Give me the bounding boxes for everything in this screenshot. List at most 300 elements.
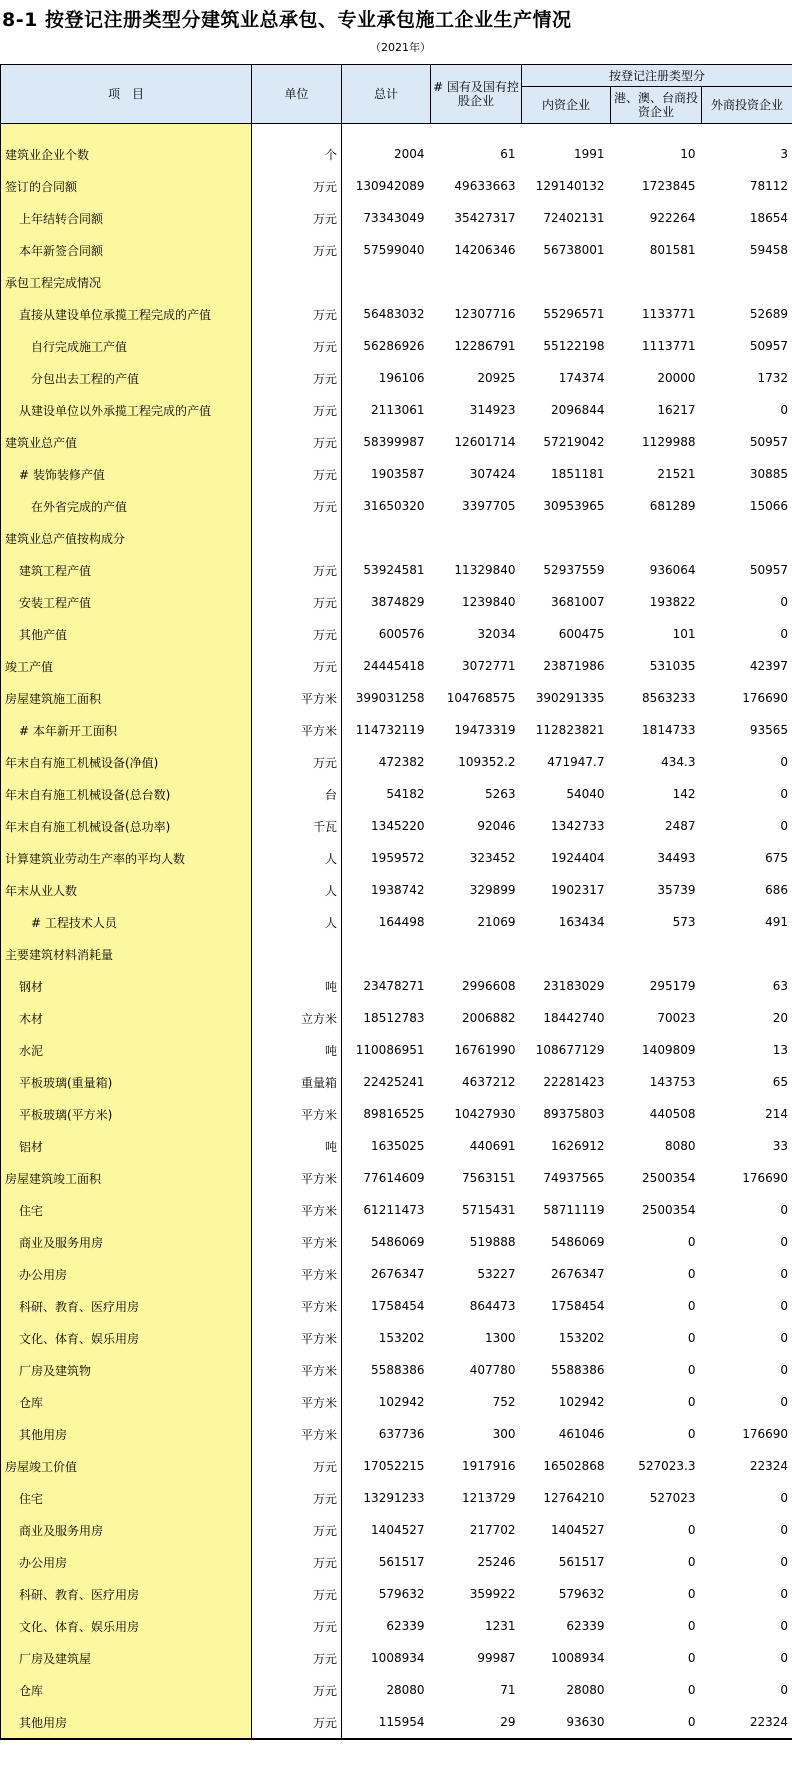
row-total-cell: 53924581 (363, 563, 425, 577)
row-unit-cell: 个 (252, 138, 342, 170)
row-item-cell: 平板玻璃(平方米) (1, 1098, 252, 1130)
row-unit-cell: 万元 (252, 362, 342, 394)
row-state-cell: 61 (500, 147, 516, 161)
row-unit-cell: 平方米 (252, 1226, 342, 1258)
table-row (1, 1354, 792, 1386)
row-total-cell: 153202 (378, 1331, 425, 1345)
row-item-cell: 铝材 (1, 1130, 252, 1162)
table-row (1, 1546, 792, 1578)
header-item: 项 目 (1, 65, 252, 124)
row-domestic-cell: 390291335 (535, 691, 605, 705)
row-hkmt-cell: 801581 (649, 243, 696, 257)
row-item-cell: 年末自有施工机械设备(总功率) (1, 810, 252, 842)
row-total-cell: 5588386 (371, 1363, 425, 1377)
row-domestic-cell: 1626912 (551, 1139, 605, 1153)
row-item-cell: 办公用房 (1, 1258, 252, 1290)
row-hkmt-cell: 10 (680, 147, 696, 161)
row-state-cell: 19473319 (454, 723, 516, 737)
row-foreign-cell: 63 (702, 970, 792, 1002)
row-foreign-cell: 0 (702, 1258, 792, 1290)
row-hkmt-cell: 35739 (657, 883, 696, 897)
table-row (1, 1034, 792, 1066)
row-item-cell: 年末自有施工机械设备(净值) (1, 746, 252, 778)
row-total-cell: 54182 (386, 787, 425, 801)
row-total-cell: 58399987 (363, 435, 425, 449)
row-hkmt-cell: 0 (687, 1363, 696, 1377)
spacer-cell (702, 124, 792, 139)
row-item-cell: 本年新签合同额 (1, 234, 252, 266)
row-total-cell: 22425241 (363, 1075, 425, 1089)
row-item-cell: 分包出去工程的产值 (1, 362, 252, 394)
row-unit-cell: 平方米 (252, 1354, 342, 1386)
row-item-cell: 上年结转合同额 (1, 202, 252, 234)
table-row (1, 426, 792, 458)
row-foreign-cell: 50957 (702, 554, 792, 586)
row-total-cell: 637736 (378, 1427, 425, 1441)
row-state-cell: 3397705 (462, 499, 516, 513)
row-domestic-cell: 54040 (566, 787, 605, 801)
row-domestic-cell: 18442740 (543, 1011, 605, 1025)
row-item-cell: 办公用房 (1, 1546, 252, 1578)
row-state-cell: 32034 (477, 627, 516, 641)
row-total-cell: 28080 (386, 1683, 425, 1697)
row-unit-cell: 万元 (252, 1514, 342, 1546)
row-unit-cell: 人 (252, 906, 342, 938)
table-row (1, 1098, 792, 1130)
row-total-cell: 1404527 (371, 1523, 425, 1537)
row-item-cell: 安装工程产值 (1, 586, 252, 618)
table-row (1, 1418, 792, 1450)
row-total-cell: 17052215 (363, 1459, 425, 1473)
row-foreign-cell: 93565 (702, 714, 792, 746)
row-item-cell: 自行完成施工产值 (1, 330, 252, 362)
table-row (1, 1322, 792, 1354)
row-unit-cell: 平方米 (252, 1418, 342, 1450)
row-total-cell: 579632 (378, 1587, 425, 1601)
row-domestic-cell: 108677129 (535, 1043, 605, 1057)
row-domestic-cell: 57219042 (543, 435, 605, 449)
spacer-cell (342, 124, 431, 139)
row-domestic-cell: 153202 (558, 1331, 605, 1345)
row-total-cell: 102942 (378, 1395, 425, 1409)
row-hkmt-cell: 0 (687, 1235, 696, 1249)
row-foreign-cell (702, 522, 792, 554)
row-domestic-cell: 1924404 (551, 851, 605, 865)
table-row (1, 778, 792, 810)
row-foreign-cell: 0 (702, 1290, 792, 1322)
row-state-cell: 71 (500, 1683, 516, 1697)
row-total-cell: 5486069 (371, 1235, 425, 1249)
row-item-cell: 建筑业总产值 (1, 426, 252, 458)
row-hkmt-cell: 1814733 (642, 723, 696, 737)
row-state-cell (431, 522, 522, 554)
row-state-cell: 12286791 (454, 339, 516, 353)
row-domestic-cell: 3681007 (551, 595, 605, 609)
row-hkmt-cell: 0 (687, 1651, 696, 1665)
row-state-cell: 864473 (469, 1299, 516, 1313)
row-domestic-cell: 112823821 (535, 723, 605, 737)
row-domestic-cell: 579632 (558, 1587, 605, 1601)
row-foreign-cell: 30885 (702, 458, 792, 490)
row-item-cell: 其他产值 (1, 618, 252, 650)
row-hkmt-cell: 1113771 (642, 339, 696, 353)
row-foreign-cell: 491 (702, 906, 792, 938)
table-row (1, 170, 792, 202)
row-foreign-cell: 0 (702, 746, 792, 778)
row-state-cell: 329899 (469, 883, 516, 897)
spacer-item-cell (1, 124, 252, 139)
row-unit-cell: 平方米 (252, 1194, 342, 1226)
table-row (1, 1002, 792, 1034)
row-unit-cell: 万元 (252, 170, 342, 202)
row-unit-cell: 万元 (252, 746, 342, 778)
row-hkmt-cell: 0 (687, 1683, 696, 1697)
row-total-cell: 89816525 (363, 1107, 425, 1121)
row-total-cell: 2676347 (371, 1267, 425, 1281)
row-unit-cell: 万元 (252, 490, 342, 522)
row-hkmt-cell: 8563233 (642, 691, 696, 705)
row-unit-cell: 万元 (252, 1450, 342, 1482)
table-row (1, 938, 792, 970)
row-domestic-cell: 2096844 (551, 403, 605, 417)
row-foreign-cell: 3 (702, 138, 792, 170)
row-state-cell: 519888 (469, 1235, 516, 1249)
table-row (1, 554, 792, 586)
row-unit-cell (252, 938, 342, 970)
row-domestic-cell (522, 522, 611, 554)
spacer-unit-cell (252, 124, 342, 139)
row-foreign-cell: 0 (702, 618, 792, 650)
table-row (1, 1130, 792, 1162)
row-foreign-cell: 686 (702, 874, 792, 906)
table-row (1, 1290, 792, 1322)
row-state-cell: 104768575 (446, 691, 516, 705)
row-item-cell: 年末从业人数 (1, 874, 252, 906)
row-domestic-cell: 1404527 (551, 1523, 605, 1537)
row-hkmt-cell: 573 (672, 915, 696, 929)
row-item-cell: 文化、体育、娱乐用房 (1, 1610, 252, 1642)
data-table (0, 64, 792, 1740)
row-domestic-cell: 28080 (566, 1683, 605, 1697)
row-total-cell: 61211473 (363, 1203, 425, 1217)
row-foreign-cell: 0 (702, 1194, 792, 1226)
row-item-cell: 其他用房 (1, 1418, 252, 1450)
row-hkmt-cell: 527023.3 (638, 1459, 696, 1473)
row-unit-cell: 万元 (252, 1482, 342, 1514)
row-item-cell: 钢材 (1, 970, 252, 1002)
row-domestic-cell: 5486069 (551, 1235, 605, 1249)
row-state-cell: 10427930 (454, 1107, 516, 1121)
row-state-cell: 11329840 (454, 563, 516, 577)
row-total-cell: 164498 (378, 915, 425, 929)
row-domestic-cell: 5588386 (551, 1363, 605, 1377)
row-total-cell (342, 938, 431, 970)
row-unit-cell (252, 522, 342, 554)
row-hkmt-cell: 16217 (657, 403, 696, 417)
row-hkmt-cell: 0 (687, 1395, 696, 1409)
row-total-cell: 31650320 (363, 499, 425, 513)
row-unit-cell: 平方米 (252, 1386, 342, 1418)
row-hkmt-cell: 440508 (649, 1107, 696, 1121)
table-row (1, 394, 792, 426)
row-total-cell: 1903587 (371, 467, 425, 481)
row-domestic-cell: 163434 (558, 915, 605, 929)
row-total-cell: 62339 (386, 1619, 425, 1633)
row-total-cell: 110086951 (355, 1043, 425, 1057)
row-hkmt-cell: 434.3 (661, 755, 696, 769)
table-row (1, 586, 792, 618)
table-row (1, 1706, 792, 1739)
row-foreign-cell: 0 (702, 1610, 792, 1642)
row-state-cell: 7563151 (462, 1171, 516, 1185)
row-item-cell: 在外省完成的产值 (1, 490, 252, 522)
row-domestic-cell: 22281423 (543, 1075, 605, 1089)
row-unit-cell: 万元 (252, 650, 342, 682)
table-row (1, 1386, 792, 1418)
row-foreign-cell: 0 (702, 1482, 792, 1514)
row-state-cell: 5263 (484, 787, 516, 801)
row-hkmt-cell: 681289 (649, 499, 696, 513)
row-item-cell: 厂房及建筑屋 (1, 1642, 252, 1674)
row-foreign-cell: 0 (702, 1322, 792, 1354)
row-total-cell: 73343049 (363, 211, 425, 225)
row-domestic-cell (522, 938, 611, 970)
row-domestic-cell: 30953965 (543, 499, 605, 513)
row-item-cell: 科研、教育、医疗用房 (1, 1578, 252, 1610)
header-group: 按登记注册类型分 (522, 65, 792, 87)
row-foreign-cell (702, 266, 792, 298)
row-item-cell: 建筑业总产值按构成分 (1, 522, 252, 554)
table-row (1, 650, 792, 682)
row-foreign-cell: 176690 (702, 1162, 792, 1194)
header-unit: 单位 (252, 65, 342, 124)
row-foreign-cell: 0 (702, 1354, 792, 1386)
spacer-cell (522, 124, 611, 139)
row-total-cell: 24445418 (363, 659, 425, 673)
row-foreign-cell: 176690 (702, 1418, 792, 1450)
row-total-cell: 1008934 (371, 1651, 425, 1665)
row-total-cell: 114732119 (355, 723, 425, 737)
row-state-cell: 4637212 (462, 1075, 516, 1089)
row-foreign-cell: 13 (702, 1034, 792, 1066)
row-unit-cell: 万元 (252, 1642, 342, 1674)
row-foreign-cell: 0 (702, 1226, 792, 1258)
row-unit-cell: 平方米 (252, 714, 342, 746)
row-total-cell: 561517 (378, 1555, 425, 1569)
row-domestic-cell: 129140132 (535, 179, 605, 193)
row-foreign-cell: 52689 (702, 298, 792, 330)
row-item-cell: 竣工产值 (1, 650, 252, 682)
row-total-cell: 56286926 (363, 339, 425, 353)
row-state-cell: 440691 (469, 1139, 516, 1153)
row-state-cell: 5715431 (462, 1203, 516, 1217)
table-row (1, 746, 792, 778)
row-foreign-cell: 0 (702, 394, 792, 426)
table-body (1, 124, 792, 1740)
row-hkmt-cell: 34493 (657, 851, 696, 865)
table-row (1, 490, 792, 522)
row-hkmt-cell: 295179 (649, 979, 696, 993)
row-hkmt-cell: 0 (687, 1427, 696, 1441)
row-total-cell: 1758454 (371, 1299, 425, 1313)
table-row (1, 362, 792, 394)
row-total-cell: 1938742 (371, 883, 425, 897)
row-domestic-cell: 74937565 (543, 1171, 605, 1185)
row-total-cell: 1345220 (371, 819, 425, 833)
row-state-cell: 407780 (469, 1363, 516, 1377)
row-item-cell: 科研、教育、医疗用房 (1, 1290, 252, 1322)
row-foreign-cell: 15066 (702, 490, 792, 522)
row-foreign-cell: 78112 (702, 170, 792, 202)
table-row (1, 266, 792, 298)
row-unit-cell: 万元 (252, 1706, 342, 1739)
row-foreign-cell: 1732 (702, 362, 792, 394)
row-hkmt-cell: 1133771 (642, 307, 696, 321)
table-row (1, 714, 792, 746)
row-unit-cell: 万元 (252, 554, 342, 586)
row-state-cell: 1917916 (462, 1459, 516, 1473)
row-item-cell: 从建设单位以外承揽工程完成的产值 (1, 394, 252, 426)
row-item-cell: 文化、体育、娱乐用房 (1, 1322, 252, 1354)
row-total-cell: 399031258 (355, 691, 425, 705)
row-hkmt-cell (611, 266, 702, 298)
row-item-cell: 主要建筑材料消耗量 (1, 938, 252, 970)
row-state-cell: 752 (492, 1395, 516, 1409)
row-unit-cell (252, 266, 342, 298)
row-domestic-cell: 89375803 (543, 1107, 605, 1121)
row-hkmt-cell: 0 (611, 1706, 702, 1739)
row-unit-cell: 吨 (252, 1034, 342, 1066)
table-row (1, 1514, 792, 1546)
row-foreign-cell: 50957 (702, 426, 792, 458)
row-unit-cell: 重量箱 (252, 1066, 342, 1098)
row-foreign-cell: 20 (702, 1002, 792, 1034)
row-total-cell: 13291233 (363, 1491, 425, 1505)
table-row (1, 810, 792, 842)
row-foreign-cell: 176690 (702, 682, 792, 714)
table-row (1, 906, 792, 938)
row-hkmt-cell: 0 (687, 1523, 696, 1537)
table-row (1, 458, 792, 490)
row-unit-cell: 万元 (252, 394, 342, 426)
row-unit-cell: 万元 (252, 618, 342, 650)
row-state-cell: 29 (431, 1706, 522, 1739)
row-domestic-cell: 174374 (558, 371, 605, 385)
header-hkmt: 港、澳、台商投资企业 (611, 87, 702, 124)
row-state-cell: 307424 (469, 467, 516, 481)
row-domestic-cell: 72402131 (543, 211, 605, 225)
row-foreign-cell: 0 (702, 1642, 792, 1674)
row-state-cell: 2996608 (462, 979, 516, 993)
row-state-cell: 109352.2 (458, 755, 516, 769)
row-hkmt-cell: 1129988 (642, 435, 696, 449)
row-domestic-cell: 23183029 (543, 979, 605, 993)
row-hkmt-cell: 8080 (664, 1139, 696, 1153)
row-foreign-cell: 0 (702, 810, 792, 842)
row-state-cell: 12601714 (454, 435, 516, 449)
table-row (1, 522, 792, 554)
row-unit-cell: 平方米 (252, 1290, 342, 1322)
row-total-cell (342, 266, 431, 298)
row-foreign-cell: 42397 (702, 650, 792, 682)
row-state-cell: 1231 (484, 1619, 516, 1633)
row-foreign-cell: 0 (702, 1546, 792, 1578)
row-unit-cell: 千瓦 (252, 810, 342, 842)
row-total-cell: 1959572 (371, 851, 425, 865)
row-foreign-cell: 50957 (702, 330, 792, 362)
row-domestic-cell: 16502868 (543, 1459, 605, 1473)
row-hkmt-cell: 0 (687, 1619, 696, 1633)
row-foreign-cell: 0 (702, 1514, 792, 1546)
table-row (1, 1162, 792, 1194)
row-hkmt-cell: 20000 (657, 371, 696, 385)
row-state-cell (431, 266, 522, 298)
row-hkmt-cell (611, 522, 702, 554)
row-state-cell: 35427317 (454, 211, 516, 225)
row-item-cell: 住宅 (1, 1194, 252, 1226)
row-state-cell: 12307716 (454, 307, 516, 321)
row-foreign-cell: 65 (702, 1066, 792, 1098)
row-domestic-cell: 93630 (522, 1706, 611, 1739)
row-domestic-cell: 2676347 (551, 1267, 605, 1281)
row-item-cell: 水泥 (1, 1034, 252, 1066)
row-state-cell: 14206346 (454, 243, 516, 257)
row-total-cell: 57599040 (363, 243, 425, 257)
table-row (1, 1258, 792, 1290)
row-foreign-cell: 18654 (702, 202, 792, 234)
row-item-cell: 商业及服务用房 (1, 1514, 252, 1546)
row-state-cell: 2006882 (462, 1011, 516, 1025)
page-title: 8-1 按登记注册类型分建筑业总承包、专业承包施工企业生产情况 (2, 9, 572, 31)
row-unit-cell: 万元 (252, 1578, 342, 1610)
row-hkmt-cell: 21521 (657, 467, 696, 481)
row-domestic-cell: 1342733 (551, 819, 605, 833)
spacer-cell (611, 124, 702, 139)
row-state-cell: 53227 (477, 1267, 516, 1281)
row-unit-cell: 万元 (252, 330, 342, 362)
row-domestic-cell: 1902317 (551, 883, 605, 897)
row-state-cell: 300 (492, 1427, 516, 1441)
table-row (1, 970, 792, 1002)
row-unit-cell: 万元 (252, 202, 342, 234)
row-item-cell: # 本年新开工面积 (1, 714, 252, 746)
row-item-cell: 承包工程完成情况 (1, 266, 252, 298)
table-row (1, 842, 792, 874)
row-state-cell: 217702 (469, 1523, 516, 1537)
header-domestic: 内资企业 (522, 87, 611, 124)
table-row (1, 202, 792, 234)
row-domestic-cell: 58711119 (543, 1203, 605, 1217)
row-hkmt-cell: 101 (672, 627, 696, 641)
row-hkmt-cell: 2500354 (642, 1171, 696, 1185)
row-item-cell: 仓库 (1, 1386, 252, 1418)
row-state-cell: 16761990 (454, 1043, 516, 1057)
row-hkmt-cell: 143753 (649, 1075, 696, 1089)
row-state-cell: 20925 (477, 371, 516, 385)
row-state-cell (431, 938, 522, 970)
table-row (1, 1450, 792, 1482)
row-unit-cell: 平方米 (252, 1098, 342, 1130)
row-item-cell: 房屋竣工价值 (1, 1450, 252, 1482)
row-domestic-cell: 1008934 (551, 1651, 605, 1665)
row-hkmt-cell: 2487 (664, 819, 696, 833)
row-domestic-cell: 600475 (558, 627, 605, 641)
row-unit-cell: 吨 (252, 970, 342, 1002)
row-hkmt-cell: 1723845 (642, 179, 696, 193)
row-state-cell: 323452 (469, 851, 516, 865)
row-domestic-cell: 1991 (573, 147, 605, 161)
row-domestic-cell: 471947.7 (547, 755, 605, 769)
